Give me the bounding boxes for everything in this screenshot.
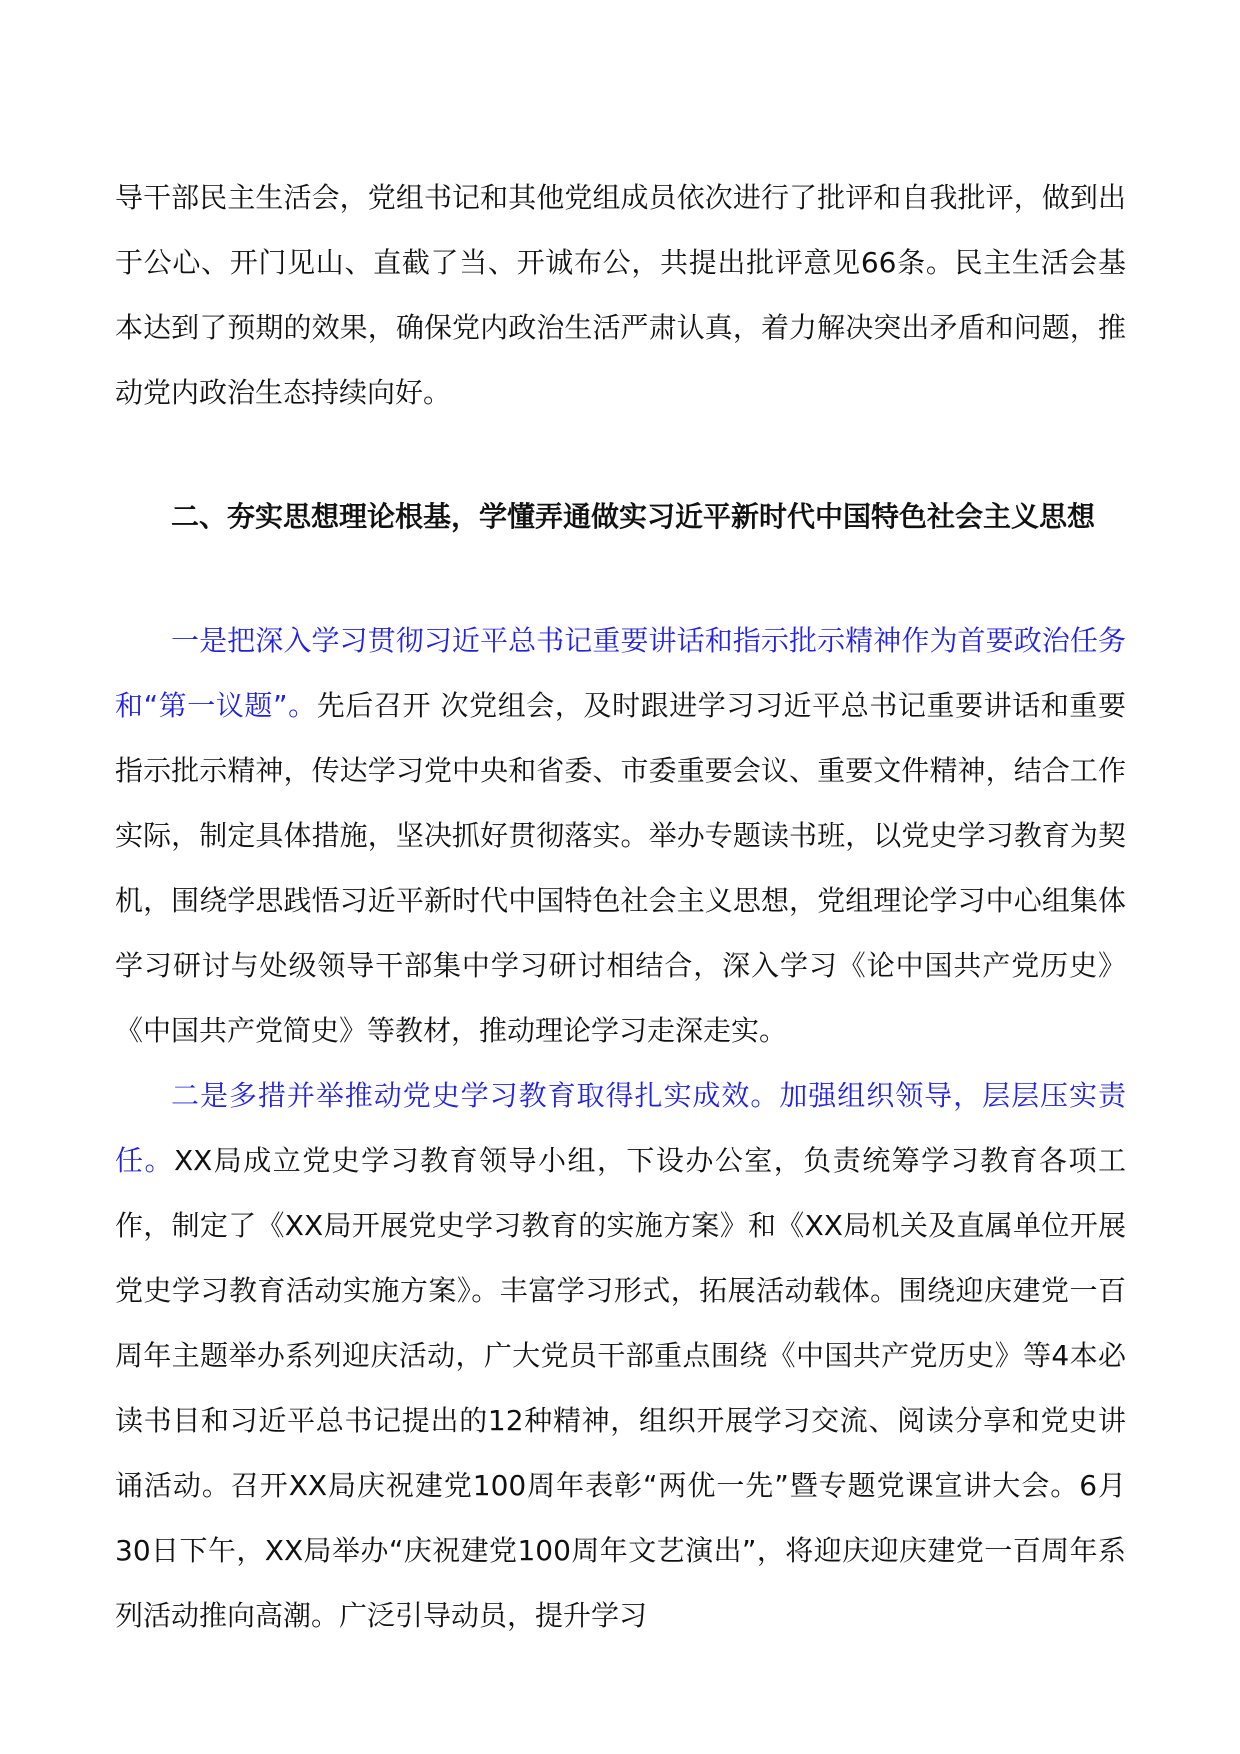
paragraph-2-lead: 二是多措并举推动党史学习教育取得扎实成效。加强组织领导，层层压实责任。 bbox=[115, 1079, 1126, 1177]
paragraph-1 bbox=[115, 608, 1126, 1063]
document-body bbox=[115, 165, 1126, 1648]
paragraph-1-lead: 一是把深入学习贯彻习近平总书记重要讲话和指示批示精神作为首要政治任务和“第一议题”。 bbox=[115, 624, 1126, 722]
paragraph-1-body: 先后召开 次党组会，及时跟进学习习近平总书记重要讲话和重要指示批示精神，传达学习党中央和省委、市委重要会议、重要文件精神，结合工作实际，制定具体措施，坚决抓好贯彻落实。举办专题读书班，以党史学习教育为契机，围绕学思践悟习近平新时代中国特色社会主义思想，党组理论学习中心组集体学习研讨与处级领导干部集中学习研讨相结合，深入学习《论中国共产党历史》《中国共产党简史》等教材，推动理论学习走深走实。 bbox=[115, 689, 1127, 1047]
paragraph-2 bbox=[115, 1063, 1126, 1648]
intro-paragraph bbox=[115, 165, 1126, 425]
section-heading: 二、夯实思想理论根基，学懂弄通做实习近平新时代中国特色社会主义思想 bbox=[171, 500, 1096, 533]
intro-paragraph-text: 导干部民主生活会，党组书记和其他党组成员依次进行了批评和自我批评，做到出于公心、开门见山、直截了当、开诚布公，共提出批评意见66条。民主生活会基本达到了预期的效果，确保党内政治生活严肃认真，着力解决突出矛盾和问题，推动党内政治生态持续向好。 bbox=[115, 181, 1126, 409]
paragraph-2-body: XX局成立党史学习教育领导小组，下设办公室，负责统筹学习教育各项工作，制定了《XX局开展党史学习教育的实施方案》和《XX局机关及直属单位开展党史学习教育活动实施方案》。丰富学习形式，拓展活动载体。围绕迎庆建党一百周年主题举办系列迎庆活动，广大党员干部重点围绕《中国共产党历史》等4本必读书目和习近平总书记提出的12种精神，组织开展学习交流、阅读分享和党史讲诵活动。召开XX局庆祝建党100周年表彰“两优一先”暨专题党课宣讲大会。6月30日下午，XX局举办“庆祝建党100周年文艺演出”，将迎庆迎庆建党一百周年系列活动推向高潮。广泛引导动员，提升学习 bbox=[115, 1144, 1126, 1632]
